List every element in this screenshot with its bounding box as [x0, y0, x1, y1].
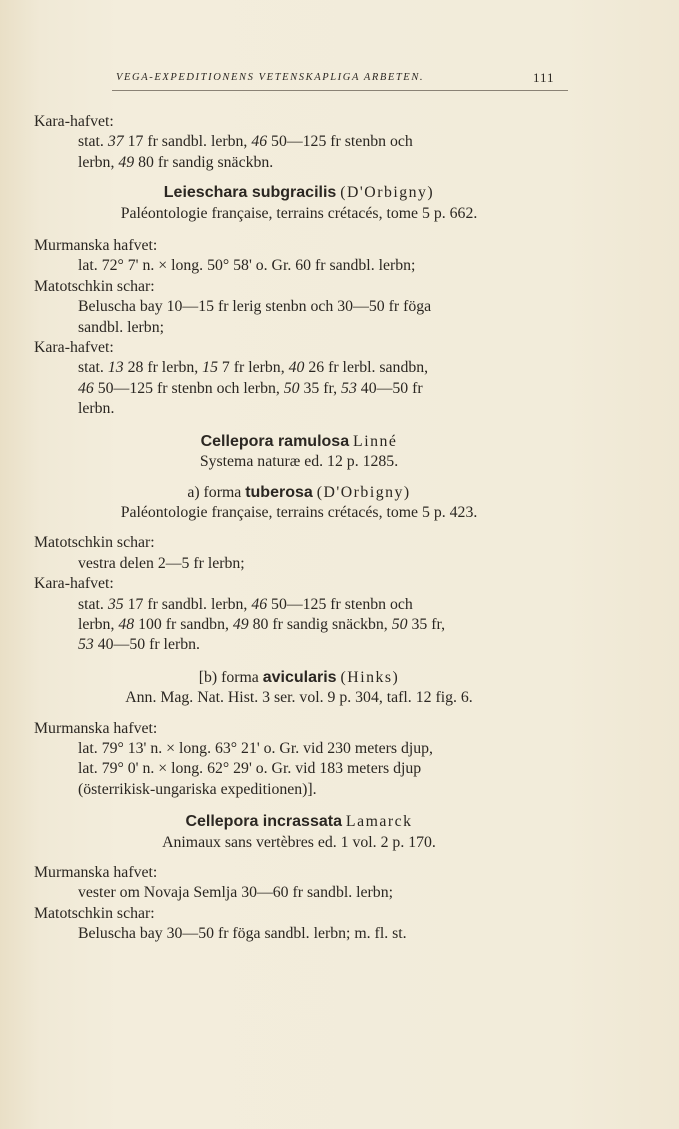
station-line: lat. 79° 13' n. × long. 63° 21' o. Gr. vid 230 meters djup, — [78, 739, 433, 757]
locality-label: Matotschkin schar: — [34, 277, 155, 295]
species-heading — [34, 812, 564, 832]
station-line: sandbl. lerbn; — [78, 318, 164, 336]
running-header: VEGA-EXPEDITIONENS VETENSKAPLIGA ARBETEN. — [116, 72, 425, 83]
species-heading — [34, 432, 564, 452]
locality-label: Kara-hafvet: — [34, 575, 114, 593]
station-line: lat. 72° 7' n. × long. 50° 58' o. Gr. 60 fr sandbl. lerbn; — [78, 257, 416, 275]
station-line: Beluscha bay 10—15 fr lerig stenbn och 30—50 fr föga — [78, 298, 432, 316]
station-line: lerbn. — [78, 400, 115, 418]
station-line: vester om Novaja Semlja 30—60 fr sandbl. lerbn; — [78, 884, 393, 902]
form-heading: [b) forma avicularis (Hinks) — [198, 668, 400, 686]
station-line: stat. 35 17 fr sandbl. lerbn, 46 50—125 fr stenbn och — [78, 595, 413, 613]
species-reference: Paléontologie française, terrains crétacés, tome 5 p. 662. — [120, 204, 478, 222]
species-author: Linné — [353, 432, 398, 450]
species-reference: Paléontologie française, terrains crétacés, tome 5 p. 423. — [120, 503, 478, 521]
species-name: Cellepora incrassata — [185, 813, 342, 831]
header-rule — [112, 90, 568, 91]
locality-label: Murmanska hafvet: — [34, 864, 158, 881]
locality-label: Murmanska hafvet: — [34, 719, 158, 737]
station-line: (österrikisk-ungariska expeditionen)]. — [78, 780, 317, 798]
page-number: 111 — [533, 70, 555, 85]
species-reference: Animaux sans vertèbres ed. 1 vol. 2 p. 170. — [162, 833, 436, 851]
species-author: (D'Orbigny) — [340, 184, 435, 202]
locality-label: Matotschkin schar: — [34, 534, 155, 552]
station-line: vestra delen 2—5 fr lerbn; — [78, 554, 245, 572]
species-reference: Ann. Mag. Nat. Hist. 3 ser. vol. 9 p. 304, tafl. 12 fig. 6. — [125, 689, 473, 707]
station-line: 46 50—125 fr stenbn och lerbn, 50 35 fr, 53 40—50 fr — [78, 379, 423, 397]
form-author: (D'Orbigny) — [316, 483, 411, 501]
station-line: lerbn, 49 80 fr sandig snäckbn. — [78, 153, 274, 171]
form-heading: a) forma tuberosa (D'Orbigny) — [187, 483, 411, 501]
form-name: avicularis — [262, 668, 337, 686]
species-heading — [34, 183, 564, 203]
page-body — [34, 112, 564, 945]
station-line: lat. 79° 0' n. × long. 62° 29' o. Gr. vid 183 meters djup — [78, 760, 422, 778]
form-author: (Hinks) — [340, 668, 400, 686]
locality-label: Matotschkin schar: — [34, 904, 155, 922]
station-line: 53 40—50 fr lerbn. — [78, 636, 200, 654]
locality-label: Murmanska hafvet: — [34, 237, 158, 255]
species-name: Cellepora ramulosa — [200, 432, 350, 450]
species-reference: Systema naturæ ed. 12 p. 1285. — [199, 453, 399, 471]
station-line: stat. 13 28 fr lerbn, 15 7 fr lerbn, 40 26 fr lerbl. sandbn, — [78, 359, 429, 377]
locality-label: Kara-hafvet: — [34, 339, 114, 357]
locality-label: Kara-hafvet: — [34, 113, 114, 130]
station-line: lerbn, 48 100 fr sandbn, 49 80 fr sandig snäckbn, 50 35 fr, — [78, 615, 446, 633]
station-line: Beluscha bay 30—50 fr föga sandbl. lerbn; m. fl. st. — [78, 925, 407, 943]
species-author: Lamarck — [345, 813, 413, 831]
form-name: tuberosa — [245, 483, 313, 501]
species-name: Leieschara subgracilis — [163, 184, 337, 202]
station-line: stat. 37 17 fr sandbl. lerbn, 46 50—125 fr stenbn och — [78, 133, 413, 151]
